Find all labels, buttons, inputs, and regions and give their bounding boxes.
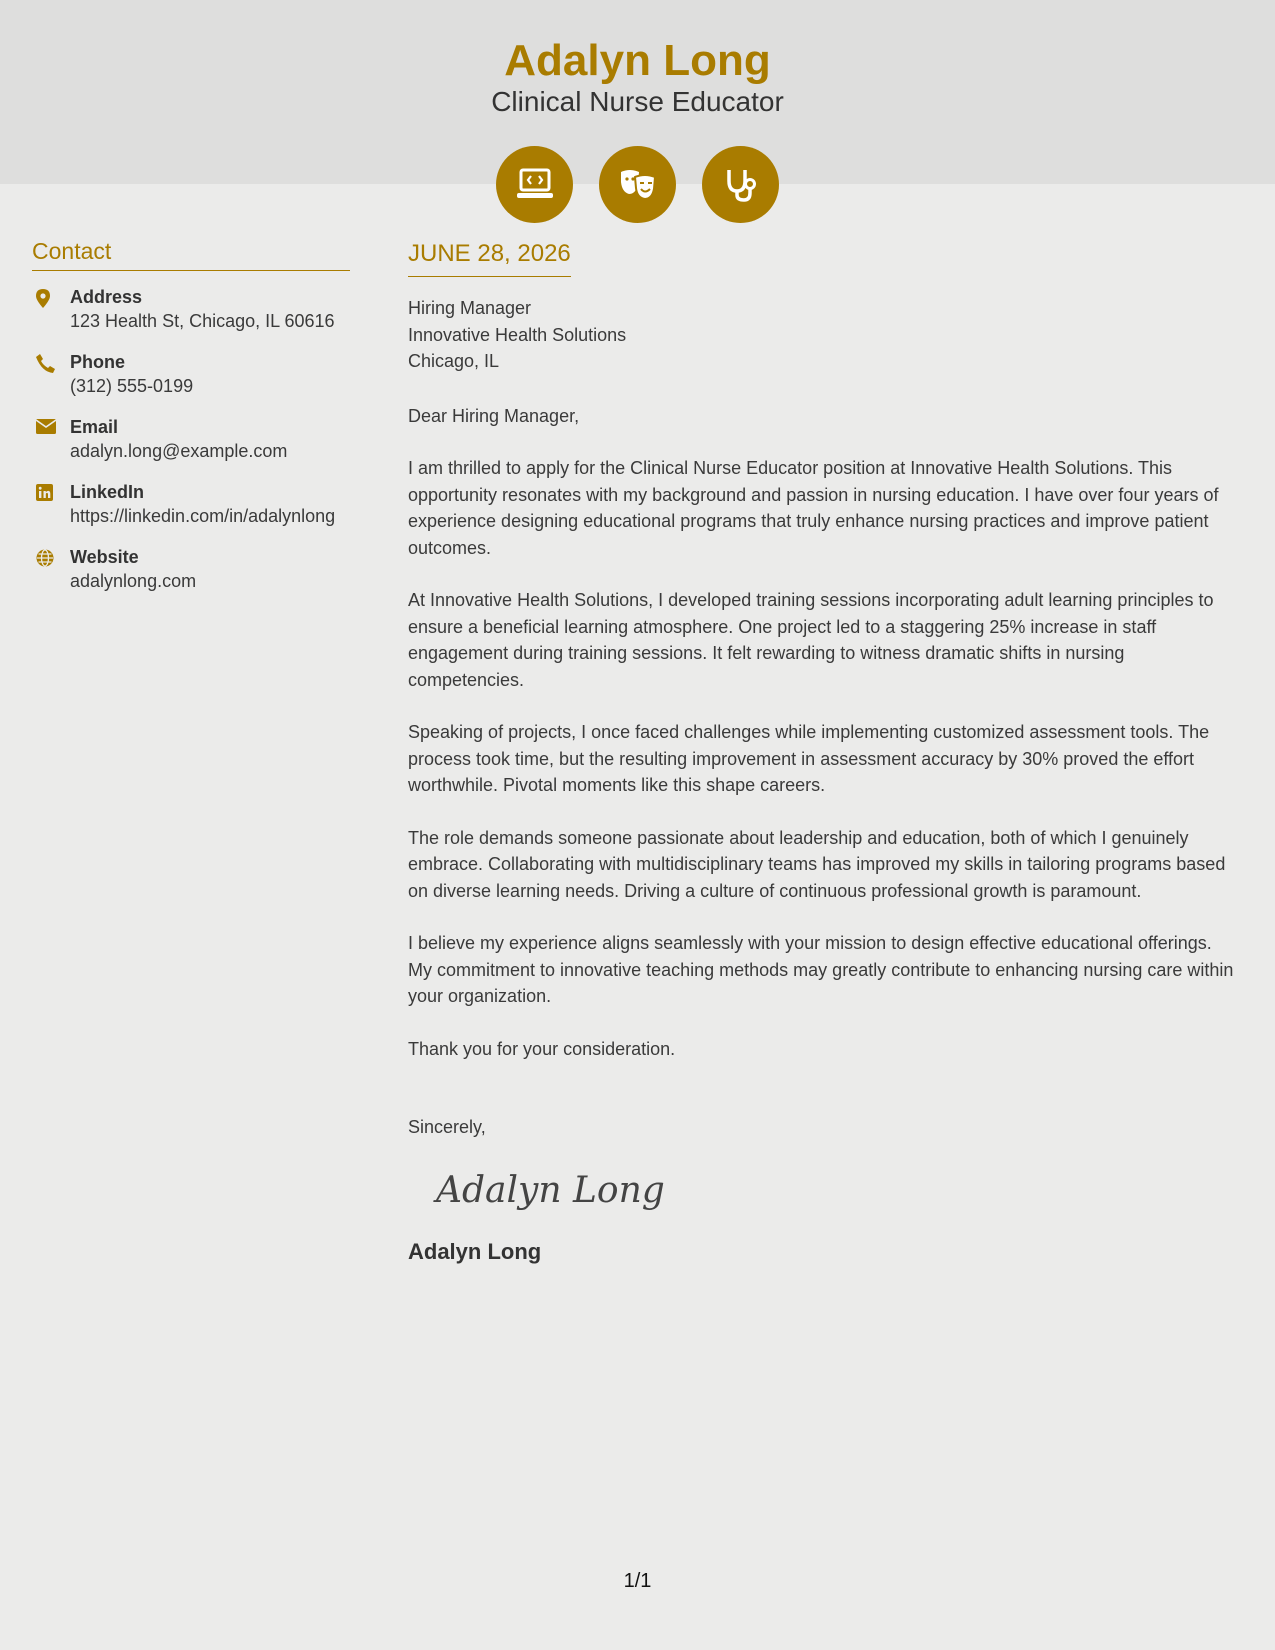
job-title: Clinical Nurse Educator <box>491 86 784 117</box>
address-value: 123 Health St, Chicago, IL 60616 <box>70 311 335 331</box>
greeting: Dear Hiring Manager, <box>408 405 580 426</box>
laptop-code-icon <box>496 146 573 223</box>
handwritten-signature: Adalyn Long <box>436 1169 665 1211</box>
contact-phone <box>32 350 350 399</box>
recipient-line: Chicago, IL <box>408 351 500 371</box>
paragraph: I believe my experience aligns seamlessly with your mission to design effective educational offerings. My commitment to innovative teaching methods may greatly contribute to enhancing nursing care within your organization. <box>408 933 1234 1006</box>
theater-masks-icon <box>599 146 676 223</box>
contact-address <box>32 285 350 334</box>
paragraph: The role demands someone passionate about leadership and education, both of which I genuinely embrace. Collaborating with multidisciplinary teams has improved my skills in tailoring programs based on diverse learning needs. Driving a culture of continuous professional growth is paramount. <box>408 827 1226 901</box>
letter-date: JUNE 28, 2026 <box>408 238 571 277</box>
contact-list <box>32 285 350 594</box>
address-label: Address <box>70 287 143 307</box>
phone-label: Phone <box>70 352 126 372</box>
phone-value: (312) 555-0199 <box>70 376 194 396</box>
phone-icon <box>32 350 70 399</box>
website-label: Website <box>70 547 139 567</box>
recipient-line: Hiring Manager <box>408 298 532 318</box>
linkedin-icon <box>32 480 70 529</box>
paragraph: Speaking of projects, I once faced challenges while implementing customized assessment tools. The process took time, but the resulting improvement in assessment accuracy by 30% proved the effort worthwhile. Pivotal moments like this shape careers. <box>408 722 1210 795</box>
page-number: 1/1 <box>623 1570 652 1592</box>
paragraph: At Innovative Health Solutions, I developed training sessions incorporating adult learning principles to ensure a beneficial learning atmosphere. One project led to a staggering 25% increase in staff engagement during training sessions. It felt rewarding to witness dramatic shifts in nursing competencies. <box>408 590 1214 690</box>
contact-website <box>32 545 350 594</box>
globe-icon <box>32 545 70 594</box>
linkedin-label: LinkedIn <box>70 482 145 502</box>
email-value: adalyn.long@example.com <box>70 441 288 461</box>
letter-body <box>408 238 1238 1265</box>
paragraph: I am thrilled to apply for the Clinical Nurse Educator position at Innovative Health Solutions. This opportunity resonates with my background and passion in nursing education. I have over four years of experience designing educational programs that truly enhance nursing practices and improve patient outcomes. <box>408 458 1219 558</box>
email-label: Email <box>70 417 119 437</box>
linkedin-value[interactable]: https://linkedin.com/in/adalynlong <box>70 506 336 526</box>
map-marker-icon <box>32 285 70 334</box>
contact-email <box>32 415 350 464</box>
header-icons <box>0 146 1275 223</box>
contact-heading: Contact <box>32 238 350 271</box>
website-value[interactable]: adalynlong.com <box>70 571 197 591</box>
applicant-name: Adalyn Long <box>504 36 771 85</box>
contact-sidebar <box>32 238 350 610</box>
recipient-block <box>408 295 1238 375</box>
contact-linkedin <box>32 480 350 529</box>
signer-name: Adalyn Long <box>408 1238 542 1264</box>
closing: Sincerely, <box>408 1117 486 1137</box>
stethoscope-icon <box>702 146 779 223</box>
envelope-icon <box>32 415 70 464</box>
paragraph: Thank you for your consideration. <box>408 1038 676 1059</box>
recipient-line: Innovative Health Solutions <box>408 324 627 345</box>
